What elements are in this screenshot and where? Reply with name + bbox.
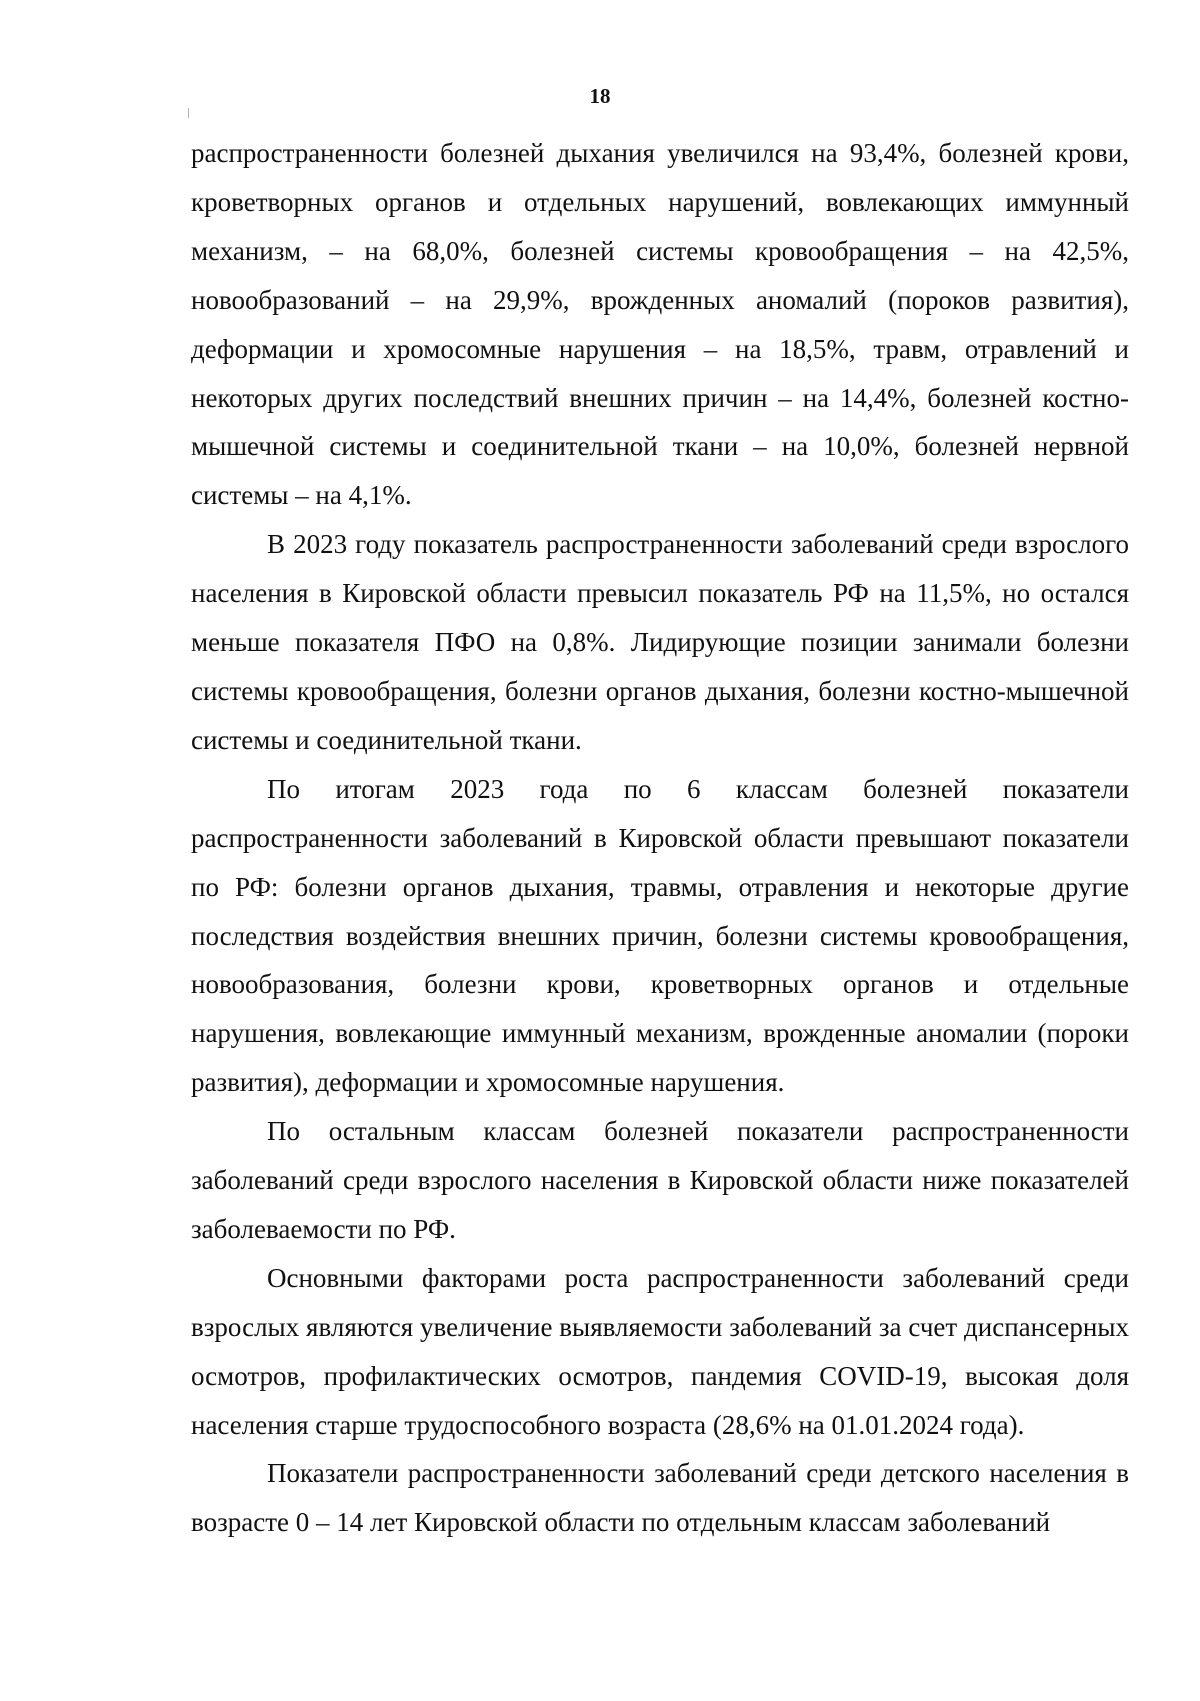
paragraph-children-prevalence: Показатели распространенности заболеваний среди детского населения в возрасте 0 – 14 лет Кировской области по отдельным классам заболеваний	[191, 1458, 1129, 1538]
paragraph-growth-factors: Основными факторами роста распространенности заболеваний среди взрослых являются увеличение выявляемости заболеваний за счет диспансерных осмотров, профилактических осмотров, пандемия COVID-19, высокая доля населения старше трудоспособного возраста (28,6% на 01.01.2024 года).	[191, 1262, 1129, 1440]
scan-mark	[188, 108, 189, 118]
paragraph-exceeding-classes: По итогам 2023 года по 6 классам болезней показатели распространенности заболеваний в Кировской области превышают показатели по РФ: болезни органов дыхания, травмы, отравления и некоторые другие последствия воздействия внешних причин, болезни системы кровообращения, новообразования, болезни крови, кроветворных органов и отдельные нарушения, вовлекающие иммунный механизм, врожденные аномалии (пороки развития), деформации и хромосомные нарушения.	[191, 773, 1129, 1098]
page-number: 18	[589, 84, 611, 108]
paragraph-continuation: распространенности болезней дыхания увеличился на 93,4%, болезней крови, кроветворных органов и отдельных нарушений, вовлекающих иммунный механизм, – на 68,0%, болезней системы кровообращения – на 42,5%, новообразований – на 29,9%, врожденных аномалий (пороков развития), деформации и хромосомные нарушения – на 18,5%, травм, отравлений и некоторых других последствий внешних причин – на 14,4%, болезней костно-мышечной системы и соединительной ткани – на 10,0%, болезней нервной системы – на 4,1%.	[191, 138, 1129, 511]
paragraph-remaining-classes: По остальным классам болезней показатели распространенности заболеваний среди взрослого населения в Кировской области ниже показателей заболеваемости по РФ.	[191, 1116, 1129, 1244]
body-text	[191, 129, 1129, 1547]
paragraph-adult-prevalence: В 2023 году показатель распространенности заболеваний среди взрослого населения в Кировской области превысил показатель РФ на 11,5%, но остался меньше показателя ПФО на 0,8%. Лидирующие позиции занимали болезни системы кровообращения, болезни органов дыхания, болезни костно-мышечной системы и соединительной ткани.	[191, 529, 1129, 755]
